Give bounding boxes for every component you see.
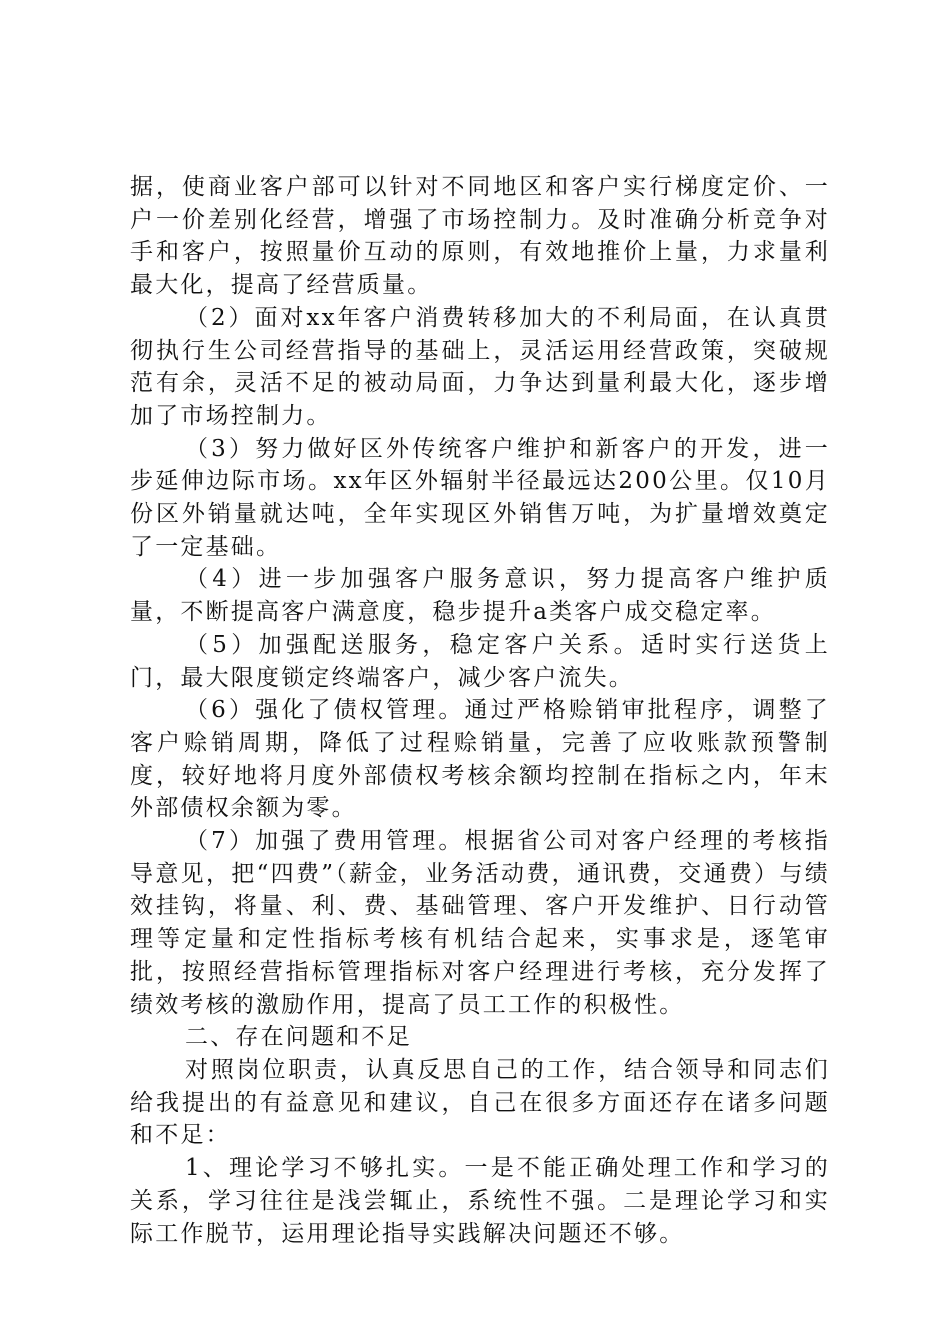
paragraph-3: （3）努力做好区外传统客户维护和新客户的开发，进一步延伸边际市场。xx年区外辐射半径最远达200公里。仅10月份区外销量就达吨，全年实现区外销售万吨，为扩量增效奠定了一定基础。 [130, 435, 830, 560]
paragraph-5: （5）加强配送服务，稳定客户关系。适时实行送货上门，最大限度锁定终端客户，减少客户流失。 [130, 631, 830, 691]
paragraph-2: （2）面对xx年客户消费转移加大的不利局面，在认真贯彻执行生公司经营指导的基础上，灵活运用经营政策，突破规范有余，灵活不足的被动局面，力争达到量利最大化，逐步增加了市场控制力。 [130, 304, 830, 429]
paragraph-4: （4）进一步加强客户服务意识，努力提高客户维护质量，不断提高客户满意度，稳步提升a类客户成交稳定率。 [130, 566, 830, 626]
paragraph-1: 据，使商业客户部可以针对不同地区和客户实行梯度定价、一户一价差别化经营，增强了市场控制力。及时准确分析竞争对手和客户，按照量价互动的原则，有效地推价上量，力求量利最大化，提高了经营质量。 [130, 174, 830, 299]
paragraph-6: （6）强化了债权管理。通过严格赊销审批程序，调整了客户赊销周期，降低了过程赊销量，完善了应收账款预警制度，较好地将月度外部债权考核余额均控制在指标之内，年末外部债权余额为零。 [130, 697, 830, 822]
section-heading: 二、存在问题和不足 [185, 1024, 412, 1051]
paragraph-8: 对照岗位职责，认真反思自己的工作，结合领导和同志们给我提出的有益意见和建议，自己在很多方面还存在诸多问题和不足： [130, 1056, 830, 1149]
paragraph-9: 1、理论学习不够扎实。一是不能正确处理工作和学习的关系，学习往往是浅尝辄止，系统性不强。二是理论学习和实际工作脱节，运用理论指导实践解决问题还不够。 [130, 1155, 830, 1247]
paragraph-7: （7）加强了费用管理。根据省公司对客户经理的考核指导意见，把“四费”（薪金，业务活动费，通讯费，交通费）与绩效挂钩，将量、利、费、基础管理、客户开发维护、日行动管理等定量和定性指标考核有机结合起来，实事求是，逐笔审批，按照经营指标管理指标对客户经理进行考核，充分发挥了绩效考核的激励作用，提高了员工工作的积极性。 [130, 828, 830, 1018]
document-body [130, 171, 830, 1250]
